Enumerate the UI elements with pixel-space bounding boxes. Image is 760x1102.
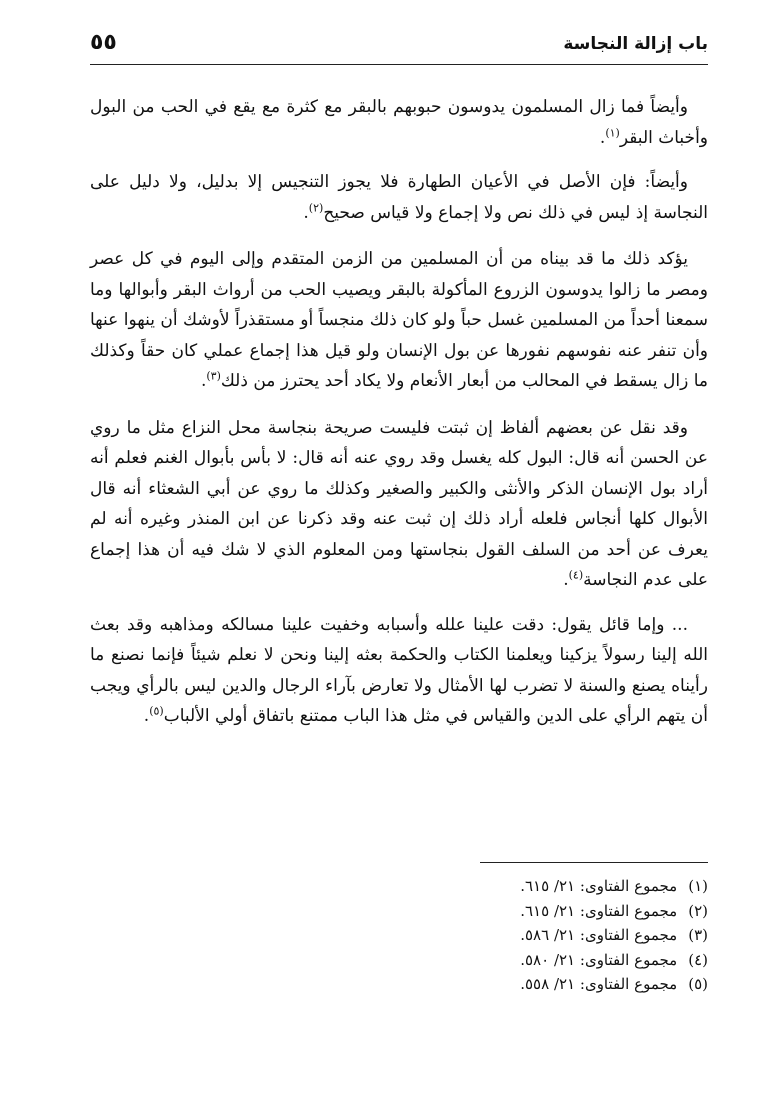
footnote-number: (٤) bbox=[688, 950, 708, 969]
footnote-text: مجموع الفتاوى: ٢١/ ٥٥٨. bbox=[520, 975, 678, 993]
paragraph-text: ... وإما قائل يقول: دقت علينا علله وأسبابه وخفيت علينا مسالكه ومذاهبه وقد بعث الله إلينا رسولاً يزكينا ويعلمنا الكتاب والحكمة بعثه إلينا ونحن لا نعلم شيئاً فإنما نصنع ما رأيناه يصنع والسنة لا تضرب لها الأمثال ولا تعارض بآراء الرجال والدين ليس بالرأي ويجب أن يتهم الرأي على الدين والقياس في مثل هذا الباب ممتنع باتفاق أولي الألباب bbox=[90, 614, 708, 726]
footnote-text: مجموع الفتاوى: ٢١/ ٦١٥. bbox=[520, 877, 678, 895]
main-text bbox=[90, 92, 708, 746]
footnote-ref: (١) bbox=[605, 125, 620, 139]
chapter-title: باب إزالة النجاسة bbox=[563, 34, 708, 54]
paragraph bbox=[90, 167, 708, 228]
footnote-number: (٣) bbox=[688, 926, 708, 944]
footnote-number: (٥) bbox=[688, 975, 708, 993]
paragraph-end: . bbox=[143, 706, 150, 726]
page-header bbox=[90, 30, 708, 65]
footnote-item bbox=[400, 972, 708, 997]
paragraph-end: . bbox=[303, 202, 309, 223]
footnote-separator bbox=[480, 862, 708, 863]
paragraph-text: وأيضاً فما زال المسلمون يدوسون حبوبهم بالبقر مع كثرة مع يقع في الحب من البول وأخباث البقر bbox=[90, 97, 708, 148]
paragraph-text: وقد نقل عن بعضهم ألفاظ إن ثبتت فليست صريحة بنجاسة محل النزاع مثل ما روي عن الحسن أنه قال: البول كله يغسل وقد روي عنه أنه قال: لا بأس بأبوال الغنم فعلم أنه أراد بول الإنسان الذكر والأنثى والكبير والصغير وكذلك ما روي عن أبي الشعثاء أنه قال الأبوال كلها أنجاس فلعله أراد ذلك إن ثبت عنه وقد ذكرنا عن ابن المنذر وغيره أنه لم يعرف عن أحد من السلف القول بنجاستها ومن المعلوم الذي لا شك فيه أن هذا إجماع على عدم النجاسة bbox=[90, 417, 708, 590]
paragraph-end: . bbox=[563, 570, 569, 590]
paragraph bbox=[90, 244, 708, 397]
footnote-ref: (٥) bbox=[149, 704, 164, 718]
footnote-text: مجموع الفتاوى: ٢١/ ٥٨٠. bbox=[520, 950, 678, 969]
footnote-item bbox=[400, 923, 708, 948]
footnote-item bbox=[400, 899, 708, 924]
footnote-text: مجموع الفتاوى: ٢١/ ٦١٥. bbox=[520, 901, 678, 920]
footnotes bbox=[400, 874, 708, 997]
paragraph-end: . bbox=[200, 371, 207, 391]
footnote-text: مجموع الفتاوى: ٢١/ ٥٨٦. bbox=[520, 926, 678, 944]
paragraph bbox=[90, 92, 708, 153]
footnote-item bbox=[400, 948, 708, 973]
footnote-ref: (٤) bbox=[568, 568, 584, 582]
paragraph bbox=[90, 413, 708, 596]
paragraph-text: وأيضاً: فإن الأصل في الأعيان الطهارة فلا يجوز التنجيس إلا بدليل، ولا دليل على النجاسة إذ ليس في ذلك نص ولا إجماع ولا قياس صحيح bbox=[90, 172, 708, 223]
footnote-ref: (٢) bbox=[308, 200, 324, 214]
footnote-number: (٢) bbox=[688, 901, 708, 920]
paragraph-end: . bbox=[599, 127, 606, 148]
footnote-number: (١) bbox=[688, 877, 708, 895]
page-number: ٥٥ bbox=[90, 30, 117, 55]
footnote-item bbox=[400, 874, 708, 899]
paragraph bbox=[90, 610, 708, 732]
footnote-ref: (٣) bbox=[206, 369, 221, 383]
paragraph-text: يؤكد ذلك ما قد بيناه من أن المسلمين من الزمن المتقدم وإلى اليوم في كل عصر ومصر ما زالوا يدوسون الزروع المأكولة بالبقر ويصيب الحب من أرواث البقر وأبوالها وما سمعنا أحداً من المسلمين غسل حباً ولو كان ذلك منجساً أو مستقذراً لأوشك أن ينهوا عنها وأن تنفر عنه نفوسهم نفورها عن بول الإنسان ولو قيل هذا إجماع عملي كان حقاً وكذلك ما زال يسقط في المحالب من أبعار الأنعام ولا يكاد أحد يحترز من ذلك bbox=[90, 249, 708, 391]
